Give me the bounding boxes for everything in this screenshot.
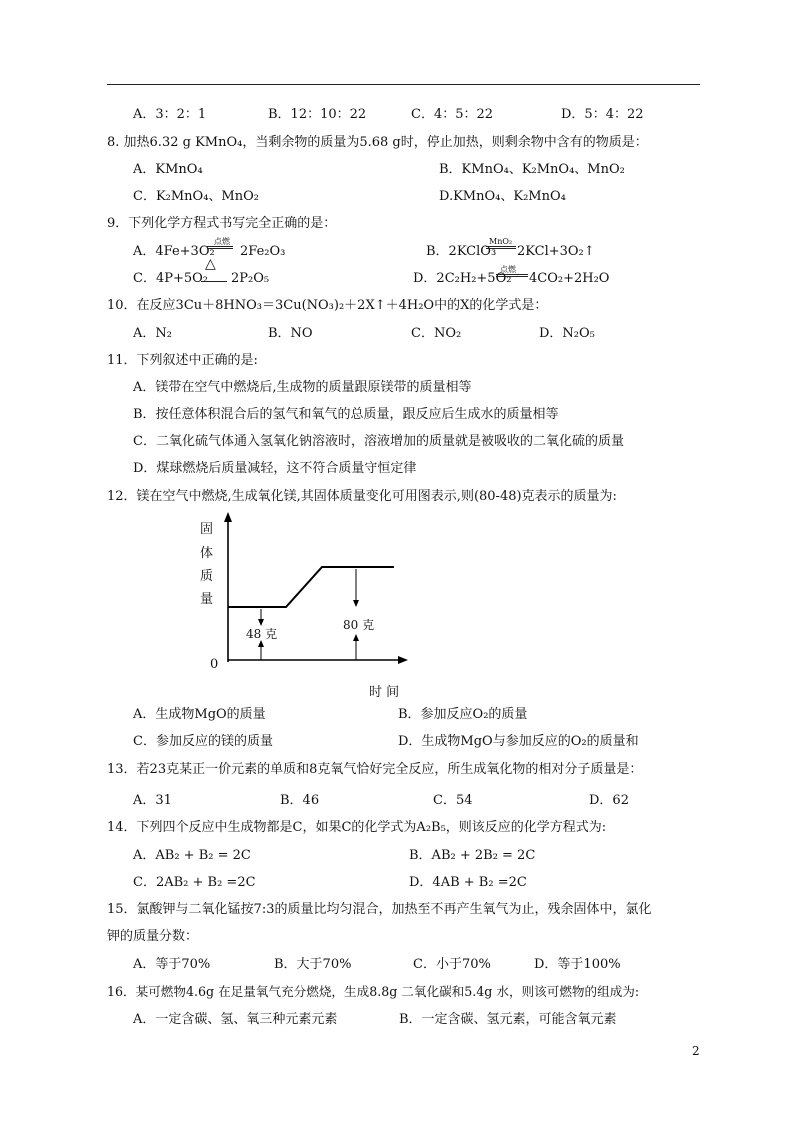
q16-option-b: B．一定含碳、氢元素，可能含氧元素 bbox=[399, 1012, 617, 1027]
x-axis-arrow bbox=[398, 656, 408, 664]
q15-stem-line1: 15．氯酸钾与二氧化锰按7:3的质量比均匀混合，加热至不再产生氧气为止，残余固体中，氯化 bbox=[107, 902, 652, 917]
q9-a-condition: 点燃 bbox=[214, 237, 230, 246]
q14-stem: 14．下列四个反应中生成物都是C，如果C的化学式为A₂B₅，则该反应的化学方程式为: bbox=[107, 820, 607, 835]
q12-option-d: D．生成物MgO与参加反应的O₂的质量和 bbox=[398, 734, 639, 749]
q9-b-right: 2KCl+3O₂↑ bbox=[517, 244, 595, 259]
q14-option-d: D．4AB + B₂ =2C bbox=[409, 875, 527, 890]
q10-option-d: D．N₂O₅ bbox=[539, 326, 595, 341]
q11-option-c: C．二氧化硫气体通入氢氧化钠溶液时，溶液增加的质量就是被吸收的二氧化硫的质量 bbox=[133, 434, 624, 449]
q13-option-d: D．62 bbox=[589, 793, 629, 808]
q12-option-c: C．参加反应的镁的质量 bbox=[133, 734, 273, 749]
q8-option-c: C．K₂MnO₄、MnO₂ bbox=[133, 189, 259, 204]
q13-option-c: C．54 bbox=[433, 793, 473, 808]
q10-option-c: C．NO₂ bbox=[411, 326, 462, 341]
q7-option-c: C．4：5：22 bbox=[411, 107, 494, 122]
q11-stem: 11．下列叙述中正确的是: bbox=[107, 353, 258, 368]
q9-d-right: 4CO₂+2H₂O bbox=[529, 271, 610, 286]
q9-c-right: 2P₂O₅ bbox=[231, 271, 270, 286]
q12-stem: 12．镁在空气中燃烧,生成氧化镁,其固体质量变化可用图表示,则(80-48)克表示的质量为: bbox=[107, 489, 617, 504]
graph-y-label-1: 固 bbox=[200, 522, 214, 537]
q11-option-b: B．按任意体积混合后的氢气和氧气的总质量，跟反应后生成水的质量相等 bbox=[133, 407, 559, 422]
q15-option-c: C．小于70% bbox=[413, 957, 491, 972]
q8-option-a: A．KMnO₄ bbox=[133, 162, 203, 177]
q8-option-b: B．KMnO₄、K₂MnO₄、MnO₂ bbox=[439, 162, 625, 177]
q7-option-d: D．5：4：22 bbox=[561, 107, 644, 122]
q9-b-condition: MnO₂ bbox=[489, 237, 513, 246]
graph-x-label: 时 间 bbox=[369, 685, 400, 700]
mass-curve bbox=[228, 567, 394, 607]
q10-option-a: A．N₂ bbox=[133, 326, 172, 341]
q15-option-b: B．大于70% bbox=[274, 957, 352, 972]
q11-option-d: D．煤球燃烧后质量减轻，这不符合质量守恒定律 bbox=[133, 461, 417, 476]
q9-c-condition: △ bbox=[205, 256, 216, 272]
q10-stem: 10．在反应3Cu＋8HNO₃＝3Cu(NO₃)₂＋2X↑＋4H₂O中的X的化学式是： bbox=[107, 298, 548, 313]
q15-option-d: D．等于100% bbox=[534, 957, 621, 972]
graph-y-label-3: 质 bbox=[200, 569, 214, 584]
q9-a-left: A．4Fe+3O₂ bbox=[133, 244, 215, 259]
page-number: 2 bbox=[692, 1044, 700, 1058]
q7-option-a: A．3：2：1 bbox=[133, 107, 207, 122]
graph-y-label-2: 体 bbox=[200, 546, 214, 561]
q10-option-b: B．NO bbox=[268, 326, 313, 341]
q16-stem: 16．某可燃物4.6g 在足量氧气充分燃烧，生成8.8g 二氧化碳和5.4g 水，则该可燃物的组成为: bbox=[107, 984, 640, 999]
q9-a-right: 2Fe₂O₃ bbox=[240, 244, 286, 259]
q13-option-a: A．31 bbox=[133, 793, 172, 808]
q8-stem: 8. 加热6.32 g KMnO₄，当剩余物的质量为5.68 g时，停止加热，则剩余物中含有的物质是： bbox=[107, 135, 648, 150]
q16-option-a: A．一定含碳、氢、氧三种元素元素 bbox=[133, 1012, 338, 1027]
q11-option-a: A．镁带在空气中燃烧后,生成物的质量跟原镁带的质量相等 bbox=[133, 380, 472, 395]
y-axis-arrow bbox=[224, 512, 232, 522]
q14-option-a: A．AB₂ + B₂ = 2C bbox=[133, 848, 251, 863]
q12-option-b: B．参加反应O₂的质量 bbox=[398, 707, 528, 722]
graph-label-48: 48 克 bbox=[246, 627, 278, 641]
q8-option-d: D.KMnO₄、K₂MnO₄ bbox=[439, 189, 566, 204]
q9-c-left: C．4P+5O₂ bbox=[133, 271, 208, 286]
q9-b-left: B．2KClO₃ bbox=[426, 244, 497, 259]
q15-stem-line2: 钾的质量分数： bbox=[107, 929, 199, 944]
q9-d-condition: 点燃 bbox=[500, 265, 516, 274]
graph-label-80: 80 克 bbox=[343, 618, 375, 632]
q9-stem: 9．下列化学方程式书写完全正确的是： bbox=[107, 216, 337, 231]
q7-option-b: B．12：10：22 bbox=[268, 107, 367, 122]
q9-d-left: D．2C₂H₂+5O₂ bbox=[413, 271, 512, 286]
graph-y-label-4: 量 bbox=[200, 592, 214, 607]
graph-origin: 0 bbox=[210, 657, 219, 672]
q13-stem: 13．若23克某正一价元素的单质和8克氧气恰好完全反应，所生成氧化物的相对分子质量是： bbox=[107, 762, 643, 777]
q14-option-b: B．AB₂ + 2B₂ = 2C bbox=[409, 848, 536, 863]
q14-option-c: C．2AB₂ + B₂ =2C bbox=[133, 875, 256, 890]
q15-option-a: A．等于70% bbox=[133, 957, 211, 972]
q13-option-b: B．46 bbox=[280, 793, 320, 808]
q12-option-a: A．生成物MgO的质量 bbox=[133, 707, 266, 722]
